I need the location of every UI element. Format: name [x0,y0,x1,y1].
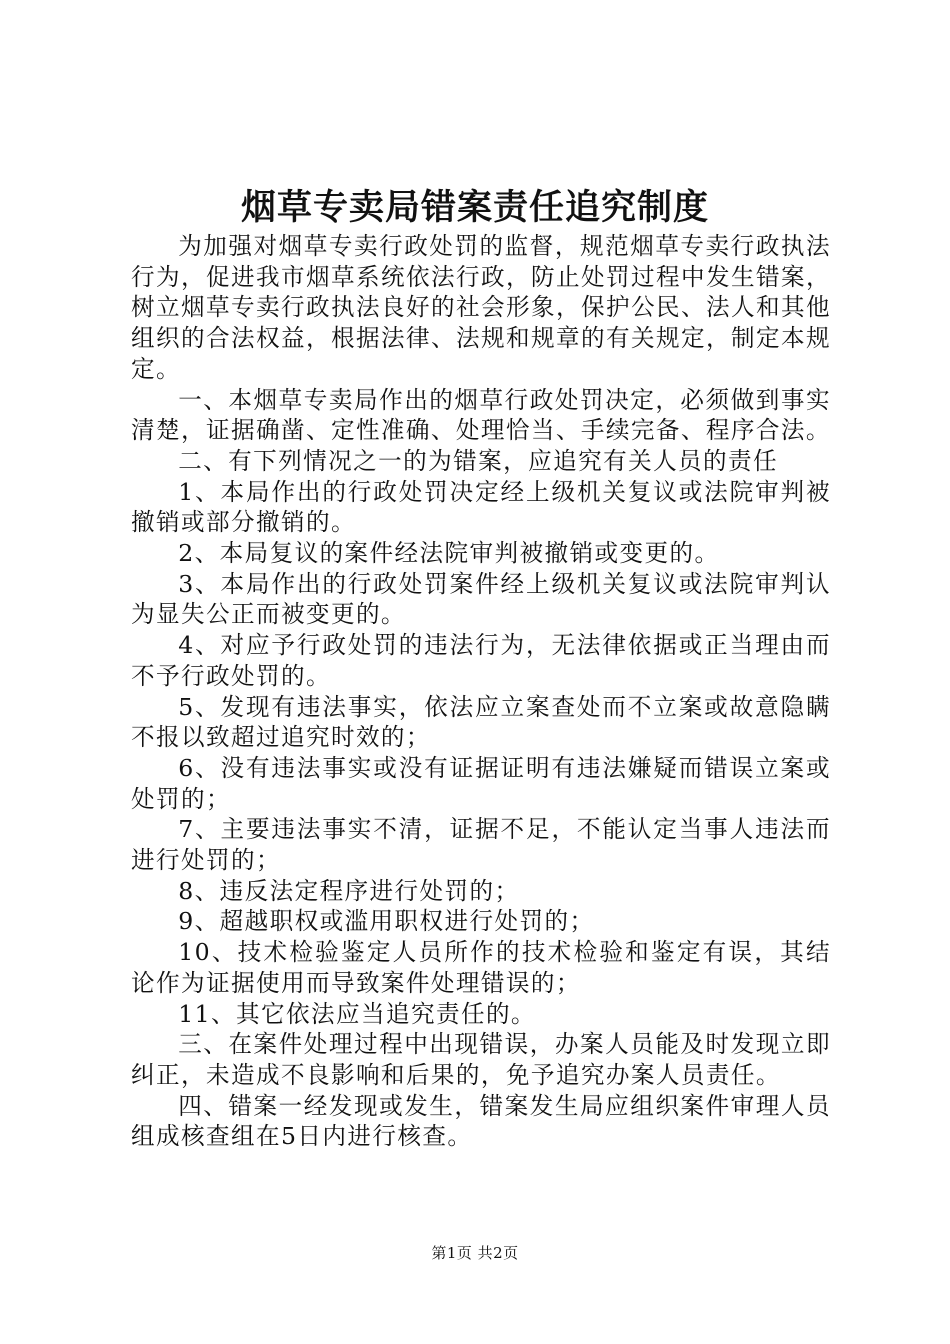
paragraph-item-8: 8、违反法定程序进行处罚的； [178,876,520,905]
paragraph-item-3: 3、本局作出的行政处罚案件经上级机关复议或法院审判认为显失公正而被变更的。 [131,569,831,629]
paragraph-article-3: 三、在案件处理过程中出现错误，办案人员能及时发现立即纠正，未造成不良影响和后果的，免予追究办案人员责任。 [131,1030,831,1089]
paragraph-article-1: 一、本烟草专卖局作出的烟草行政处罚决定，必须做到事实清楚，证据确凿、定性准确、处理恰当、手续完备、程序合法。 [131,385,831,445]
paragraph-item-6: 6、没有违法事实或没有证据证明有违法嫌疑而错误立案或处罚的； [131,753,831,813]
paragraph-item-7: 7、主要违法事实不清，证据不足，不能认定当事人违法而进行处罚的； [131,815,831,875]
paragraph-item-4: 4、对应予行政处罚的违法行为，无法律依据或正当理由而不予行政处罚的。 [131,631,831,690]
paragraph-item-5: 5、发现有违法事实，依法应立案查处而不立案或故意隐瞒不报以致超过追究时效的； [131,692,831,752]
document-title: 烟草专卖局错案责任追究制度 [240,188,709,228]
paragraph-item-9: 9、超越职权或滥用职权进行处罚的； [178,907,595,936]
paragraph-intro: 为加强对烟草专卖行政处罚的监督，规范烟草专卖行政执法行为，促进我市烟草系统依法行政，防止处罚过程中发生错案，树立烟草专卖行政执法良好的社会形象，保护公民、法人和其他组织的合法权益，根据法律、法规和规章的有关规定，制定本规定。 [131,232,831,383]
paragraph-item-10: 10、技术检验鉴定人员所作的技术检验和鉴定有误，其结论作为证据使用而导致案件处理错误的； [131,938,831,997]
paragraph-article-4: 四、错案一经发现或发生，错案发生局应组织案件审理人员组成核查组在5日内进行核查。 [131,1091,831,1151]
paragraph-article-2: 二、有下列情况之一的为错案，应追究有关人员的责任 [178,446,779,475]
page-number-footer: 第1页 共2页 [431,1244,519,1262]
paragraph-item-1: 1、本局作出的行政处罚决定经上级机关复议或法院审判被撤销或部分撤销的。 [131,477,831,537]
document-body [131,231,831,1152]
paragraph-item-2: 2、本局复议的案件经法院审判被撤销或变更的。 [178,539,720,568]
paragraph-item-11: 11、其它依法应当追究责任的。 [178,999,536,1028]
